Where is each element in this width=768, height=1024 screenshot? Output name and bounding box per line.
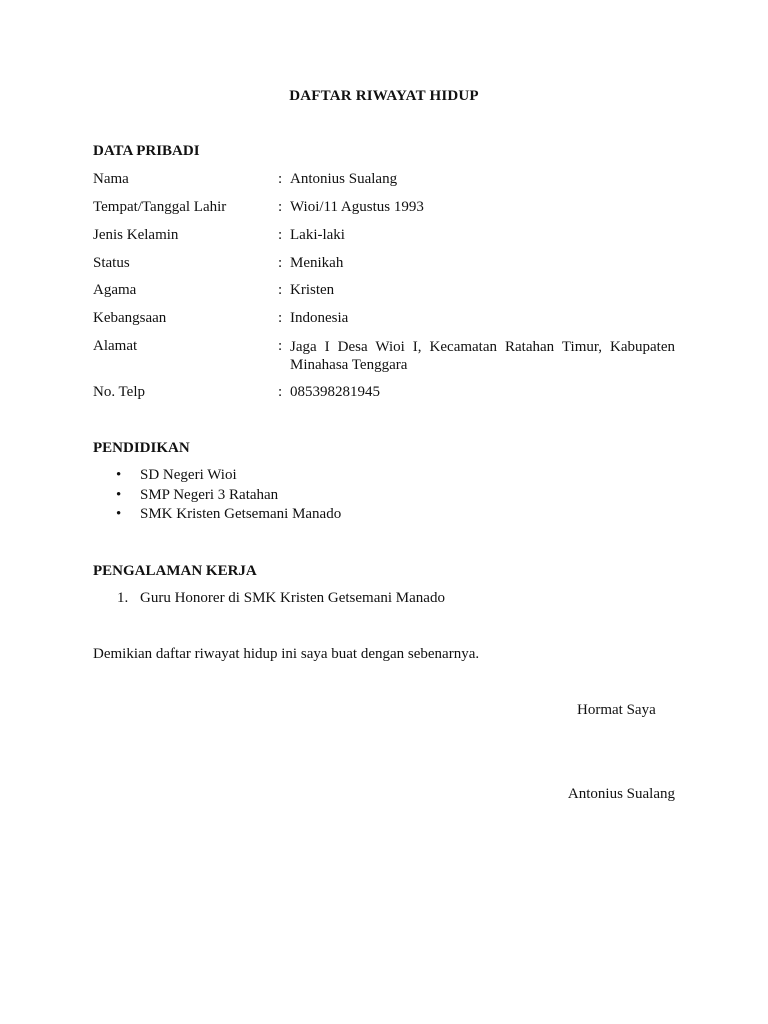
- list-item-text: Guru Honorer di SMK Kristen Getsemani Manado: [140, 590, 445, 606]
- field-row-alamat: [93, 338, 675, 378]
- field-row-kebangsaan: [93, 310, 675, 332]
- field-colon: :: [278, 199, 283, 215]
- field-label: Status: [93, 255, 130, 271]
- field-colon: :: [278, 338, 283, 354]
- field-value: Kristen: [290, 282, 335, 298]
- field-value: 085398281945: [290, 384, 380, 400]
- field-colon: :: [278, 255, 283, 271]
- field-colon: :: [278, 384, 283, 400]
- field-row-jenis-kelamin: [93, 227, 675, 249]
- education-list: [93, 467, 593, 526]
- list-item-text: SMP Negeri 3 Ratahan: [140, 486, 279, 503]
- field-label: Tempat/Tanggal Lahir: [93, 199, 227, 215]
- field-colon: :: [278, 171, 283, 187]
- field-label: Agama: [93, 282, 137, 298]
- field-row-agama: [93, 282, 675, 304]
- section-heading-pendidikan: PENDIDIKAN: [93, 440, 190, 456]
- field-row-tempat-tanggal-lahir: [93, 199, 675, 221]
- list-item-text: SMK Kristen Getsemani Manado: [140, 506, 342, 522]
- field-value: Jaga I Desa Wioi I, Kecamatan Ratahan Timur, Kabupaten Minahasa Tenggara: [290, 339, 675, 373]
- field-label: No. Telp: [93, 384, 146, 400]
- list-item-text: SD Negeri Wioi: [140, 467, 237, 483]
- field-value: Laki-laki: [290, 227, 345, 243]
- field-row-nama: [93, 171, 675, 193]
- list-item: [93, 487, 593, 507]
- closing-statement: Demikian daftar riwayat hidup ini saya buat dengan sebenarnya.: [93, 646, 480, 662]
- field-value: Indonesia: [290, 310, 349, 326]
- list-item: [93, 467, 593, 487]
- field-value: Menikah: [290, 255, 344, 271]
- field-colon: :: [278, 227, 283, 243]
- closing-greeting: Hormat Saya: [577, 702, 656, 718]
- signature-name: Antonius Sualang: [567, 786, 675, 802]
- bullet-marker: •: [116, 506, 122, 522]
- field-value: Antonius Sualang: [290, 171, 398, 187]
- field-value: Wioi/11 Agustus 1993: [290, 199, 424, 215]
- field-label: Jenis Kelamin: [93, 227, 179, 243]
- field-row-status: [93, 255, 675, 277]
- section-heading-data-pribadi: DATA PRIBADI: [93, 143, 200, 159]
- section-heading-pengalaman-kerja: PENGALAMAN KERJA: [93, 563, 257, 579]
- field-row-no-telp: [93, 384, 675, 406]
- field-label: Kebangsaan: [93, 310, 167, 326]
- field-label: Alamat: [93, 338, 138, 354]
- field-label: Nama: [93, 171, 129, 187]
- field-colon: :: [278, 310, 283, 326]
- list-item: [93, 506, 593, 526]
- bullet-marker: •: [116, 486, 122, 503]
- bullet-marker: •: [116, 467, 122, 483]
- field-colon: :: [278, 282, 283, 298]
- document-title: DAFTAR RIWAYAT HIDUP: [289, 88, 479, 104]
- number-marker: 1.: [117, 590, 129, 606]
